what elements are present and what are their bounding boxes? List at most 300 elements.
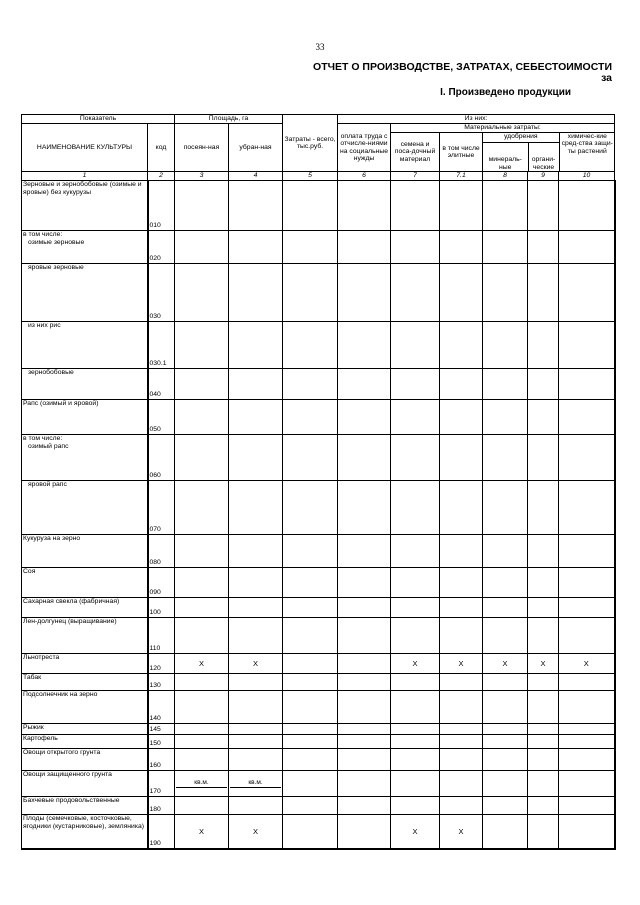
input-cell-seeds[interactable]: [391, 369, 440, 400]
col-number: 4: [229, 172, 283, 181]
table-row: [22, 724, 615, 735]
input-cell-elite[interactable]: [440, 435, 483, 481]
input-cell-sown[interactable]: [175, 400, 229, 435]
not-applicable-mark: X: [198, 659, 204, 668]
header-area: Площадь, га: [175, 115, 283, 124]
row-code: 160: [148, 749, 175, 771]
input-cell-sown[interactable]: [175, 481, 229, 535]
input-cell-organic[interactable]: [528, 535, 559, 568]
input-cell-harvested[interactable]: [229, 724, 283, 735]
header-costs-total: Затраты - всего, тыс.руб.: [283, 115, 338, 172]
input-cell-organic[interactable]: [528, 598, 559, 618]
input-cell-seeds[interactable]: [391, 568, 440, 598]
input-cell-chemicals[interactable]: [559, 568, 615, 598]
input-cell-mineral[interactable]: [483, 674, 528, 691]
input-cell-elite[interactable]: [440, 797, 483, 815]
input-cell-sown[interactable]: [175, 568, 229, 598]
input-cell-harvested[interactable]: [229, 691, 283, 724]
input-cell-seeds[interactable]: [391, 771, 440, 797]
input-cell-elite[interactable]: [440, 735, 483, 749]
input-cell-sown[interactable]: [175, 231, 229, 264]
table-row: [22, 771, 615, 797]
input-cell-sown[interactable]: [175, 181, 229, 231]
input-cell-costs-total[interactable]: [283, 654, 338, 674]
crop-subname: яровые зерновые: [28, 264, 84, 271]
input-cell-chemicals[interactable]: [559, 724, 615, 735]
crop-name-cell: [22, 598, 148, 618]
input-cell-seeds[interactable]: [391, 598, 440, 618]
input-cell-mineral[interactable]: [483, 771, 528, 797]
crop-name-cell: [22, 181, 148, 231]
col-number: 9: [528, 172, 559, 181]
input-cell-costs-total[interactable]: [283, 735, 338, 749]
input-cell-mineral[interactable]: [483, 735, 528, 749]
input-cell-mineral[interactable]: [483, 598, 528, 618]
input-cell-sown[interactable]: [175, 264, 229, 322]
col-number: 7.1: [440, 172, 483, 181]
input-cell-mineral[interactable]: [483, 264, 528, 322]
input-cell-costs-total[interactable]: [283, 369, 338, 400]
header-organic: органи-ческие: [528, 143, 559, 172]
input-cell-harvested[interactable]: [229, 654, 283, 674]
crop-subname: озимый рапс: [28, 443, 69, 451]
input-cell-seeds[interactable]: [391, 674, 440, 691]
input-cell-sown[interactable]: [175, 749, 229, 771]
input-cell-sown[interactable]: [175, 735, 229, 749]
row-code: 050: [148, 400, 175, 435]
input-cell-organic[interactable]: [528, 481, 559, 535]
table-row: [22, 369, 615, 400]
input-cell-seeds[interactable]: [391, 435, 440, 481]
col-number: 10: [559, 172, 615, 181]
input-cell-chemicals[interactable]: [559, 674, 615, 691]
document-title: [313, 62, 612, 84]
production-table: [21, 114, 616, 850]
input-cell-seeds[interactable]: [391, 618, 440, 654]
header-mineral: минераль-ные: [483, 143, 528, 172]
table-row: [22, 598, 615, 618]
row-code: 120: [148, 654, 175, 674]
input-cell-sown[interactable]: [175, 691, 229, 724]
crop-name-cell: [22, 654, 148, 674]
input-cell-sown[interactable]: [175, 369, 229, 400]
input-cell-harvested[interactable]: [229, 735, 283, 749]
row-code: 030: [148, 264, 175, 322]
input-cell-labor-pay[interactable]: [338, 435, 391, 481]
crop-name-cell: [22, 815, 148, 849]
input-cell-costs-total[interactable]: [283, 231, 338, 264]
input-cell-organic[interactable]: [528, 797, 559, 815]
input-cell-mineral[interactable]: [483, 435, 528, 481]
input-cell-organic[interactable]: [528, 654, 559, 674]
input-cell-harvested[interactable]: [229, 264, 283, 322]
input-cell-harvested[interactable]: [229, 181, 283, 231]
input-cell-harvested[interactable]: [229, 797, 283, 815]
input-cell-chemicals[interactable]: [559, 797, 615, 815]
input-cell-harvested[interactable]: [229, 771, 283, 797]
input-cell-costs-total[interactable]: [283, 181, 338, 231]
not-applicable-mark: X: [458, 659, 464, 668]
input-cell-organic[interactable]: [528, 749, 559, 771]
crop-name: в том числе:: [23, 231, 63, 238]
input-cell-costs-total[interactable]: [283, 724, 338, 735]
row-code: 100: [148, 598, 175, 618]
header-material-costs: Материальные затраты:: [391, 124, 615, 133]
input-cell-elite[interactable]: [440, 654, 483, 674]
crop-name-cell: [22, 674, 148, 691]
input-cell-chemicals[interactable]: [559, 181, 615, 231]
input-cell-chemicals[interactable]: [559, 231, 615, 264]
col-number: 7: [391, 172, 440, 181]
crop-name-cell: [22, 400, 148, 435]
input-cell-labor-pay[interactable]: [338, 535, 391, 568]
crop-name: Подсолнечник на зерно: [23, 691, 98, 698]
input-cell-seeds[interactable]: [391, 654, 440, 674]
input-cell-elite[interactable]: [440, 181, 483, 231]
input-cell-mineral[interactable]: [483, 322, 528, 369]
input-cell-elite[interactable]: [440, 400, 483, 435]
input-cell-labor-pay[interactable]: [338, 797, 391, 815]
table-row: [22, 749, 615, 771]
crop-name-cell: [22, 231, 148, 264]
row-code: 130: [148, 674, 175, 691]
input-cell-seeds[interactable]: [391, 400, 440, 435]
crop-name-cell: [22, 771, 148, 797]
input-cell-labor-pay[interactable]: [338, 771, 391, 797]
crop-subname: яровой рапс: [28, 481, 67, 488]
crop-name: Соя: [23, 568, 36, 575]
input-cell-mineral[interactable]: [483, 815, 528, 849]
crop-name-cell: [22, 691, 148, 724]
input-cell-costs-total[interactable]: [283, 598, 338, 618]
input-cell-organic[interactable]: [528, 724, 559, 735]
row-code: 070: [148, 481, 175, 535]
input-cell-harvested[interactable]: [229, 535, 283, 568]
table-row: [22, 735, 615, 749]
input-cell-seeds[interactable]: [391, 691, 440, 724]
input-cell-sown[interactable]: [175, 815, 229, 849]
input-cell-mineral[interactable]: [483, 369, 528, 400]
input-cell-chemicals[interactable]: [559, 435, 615, 481]
input-cell-mineral[interactable]: [483, 231, 528, 264]
input-cell-labor-pay[interactable]: [338, 400, 391, 435]
input-cell-harvested[interactable]: [229, 481, 283, 535]
input-cell-chemicals[interactable]: [559, 691, 615, 724]
table-row: [22, 535, 615, 568]
input-cell-elite[interactable]: [440, 231, 483, 264]
input-cell-harvested[interactable]: [229, 435, 283, 481]
input-cell-elite[interactable]: [440, 264, 483, 322]
input-cell-harvested[interactable]: [229, 322, 283, 369]
input-cell-organic[interactable]: [528, 181, 559, 231]
input-cell-sown[interactable]: [175, 654, 229, 674]
table-row: [22, 568, 615, 598]
input-cell-sown[interactable]: [175, 435, 229, 481]
crop-name: Овощи защищенного грунта: [23, 771, 112, 778]
crop-subname: озимые зерновые: [28, 239, 85, 247]
input-cell-chemicals[interactable]: [559, 400, 615, 435]
input-cell-labor-pay[interactable]: [338, 654, 391, 674]
crop-name-cell: [22, 797, 148, 815]
crop-name-cell: [22, 322, 148, 369]
header-chemicals: химичес-кие сред-ства защи-ты растений: [561, 133, 613, 155]
row-code: 180: [148, 797, 175, 815]
input-cell-organic[interactable]: [528, 435, 559, 481]
crop-name: Рыжик: [23, 724, 44, 731]
crop-name-cell: [22, 618, 148, 654]
input-cell-harvested[interactable]: [229, 231, 283, 264]
input-cell-chemicals[interactable]: [559, 771, 615, 797]
input-cell-elite[interactable]: [440, 749, 483, 771]
input-cell-organic[interactable]: [528, 771, 559, 797]
input-cell-labor-pay[interactable]: [338, 181, 391, 231]
input-cell-elite[interactable]: [440, 481, 483, 535]
input-cell-elite[interactable]: [440, 535, 483, 568]
input-cell-mineral[interactable]: [483, 691, 528, 724]
input-cell-labor-pay[interactable]: [338, 724, 391, 735]
input-cell-labor-pay[interactable]: [338, 815, 391, 849]
row-code: 010: [148, 181, 175, 231]
input-cell-sown[interactable]: [175, 674, 229, 691]
input-cell-labor-pay[interactable]: [338, 618, 391, 654]
input-cell-chemicals[interactable]: [559, 815, 615, 849]
crop-name: Овощи открытого грунта: [23, 749, 101, 756]
input-cell-elite[interactable]: [440, 618, 483, 654]
row-code: 060: [148, 435, 175, 481]
input-cell-costs-total[interactable]: [283, 435, 338, 481]
col-number: 8: [483, 172, 528, 181]
input-cell-costs-total[interactable]: [283, 481, 338, 535]
input-cell-mineral[interactable]: [483, 481, 528, 535]
input-cell-labor-pay[interactable]: [338, 691, 391, 724]
input-cell-costs-total[interactable]: [283, 815, 338, 849]
input-cell-elite[interactable]: [440, 598, 483, 618]
input-cell-sown[interactable]: [175, 771, 229, 797]
input-cell-seeds[interactable]: [391, 322, 440, 369]
not-applicable-mark: X: [502, 659, 508, 668]
input-cell-chemicals[interactable]: [559, 735, 615, 749]
crop-name-cell: [22, 724, 148, 735]
input-cell-costs-total[interactable]: [283, 400, 338, 435]
input-cell-chemicals[interactable]: [559, 749, 615, 771]
input-cell-organic[interactable]: [528, 815, 559, 849]
input-cell-elite[interactable]: [440, 771, 483, 797]
header-harvested: убран-ная: [229, 124, 283, 172]
col-number: 5: [283, 172, 338, 181]
input-cell-mineral[interactable]: [483, 654, 528, 674]
input-cell-costs-total[interactable]: [283, 264, 338, 322]
input-cell-seeds[interactable]: [391, 181, 440, 231]
input-cell-seeds[interactable]: [391, 231, 440, 264]
input-cell-chemicals[interactable]: [559, 618, 615, 654]
not-applicable-mark: X: [412, 826, 418, 836]
input-cell-labor-pay[interactable]: [338, 231, 391, 264]
crop-subname: зернобобовые: [28, 369, 74, 376]
table-body: [22, 181, 615, 849]
table-row: [22, 797, 615, 815]
input-cell-elite[interactable]: [440, 674, 483, 691]
input-cell-labor-pay[interactable]: [338, 598, 391, 618]
input-cell-mineral[interactable]: [483, 797, 528, 815]
row-code: 040: [148, 369, 175, 400]
input-cell-costs-total[interactable]: [283, 535, 338, 568]
input-cell-labor-pay[interactable]: [338, 674, 391, 691]
input-cell-organic[interactable]: [528, 568, 559, 598]
input-cell-sown[interactable]: [175, 598, 229, 618]
input-cell-seeds[interactable]: [391, 481, 440, 535]
input-cell-organic[interactable]: [528, 618, 559, 654]
crop-name: Льнотреста: [23, 654, 60, 661]
input-cell-elite[interactable]: [440, 724, 483, 735]
header-indicator: Показатель: [22, 115, 175, 124]
not-applicable-mark: X: [583, 659, 589, 668]
table-row: [22, 815, 615, 849]
input-cell-chemicals[interactable]: [559, 369, 615, 400]
input-cell-costs-total[interactable]: [283, 674, 338, 691]
input-cell-chemicals[interactable]: [559, 598, 615, 618]
input-cell-elite[interactable]: [440, 815, 483, 849]
input-cell-labor-pay[interactable]: [338, 264, 391, 322]
input-cell-seeds[interactable]: [391, 815, 440, 849]
document-title-line1: ОТЧЕТ О ПРОИЗВОДСТВЕ, ЗАТРАТАХ, СЕБЕСТОИМОСТИ: [313, 61, 612, 73]
input-cell-harvested[interactable]: [229, 618, 283, 654]
input-cell-sown[interactable]: [175, 797, 229, 815]
table-row: [22, 674, 615, 691]
input-cell-seeds[interactable]: [391, 797, 440, 815]
input-cell-organic[interactable]: [528, 674, 559, 691]
input-cell-harvested[interactable]: [229, 749, 283, 771]
crop-subname: из них рис: [28, 322, 61, 329]
input-cell-organic[interactable]: [528, 369, 559, 400]
row-code: 080: [148, 535, 175, 568]
input-cell-seeds[interactable]: [391, 749, 440, 771]
header-labor-pay: оплата труда с отчисле-ниями на социальные нужды: [338, 124, 391, 172]
input-cell-harvested[interactable]: [229, 598, 283, 618]
fertilizers-subtable: [483, 133, 615, 171]
input-cell-harvested[interactable]: [229, 400, 283, 435]
table-row: [22, 435, 615, 481]
input-cell-costs-total[interactable]: [283, 618, 338, 654]
input-cell-seeds[interactable]: [391, 735, 440, 749]
col-number: 3: [175, 172, 229, 181]
input-cell-sown[interactable]: [175, 535, 229, 568]
input-cell-costs-total[interactable]: [283, 691, 338, 724]
input-cell-costs-total[interactable]: [283, 749, 338, 771]
input-cell-costs-total[interactable]: [283, 322, 338, 369]
input-cell-organic[interactable]: [528, 322, 559, 369]
input-cell-labor-pay[interactable]: [338, 322, 391, 369]
input-cell-elite[interactable]: [440, 568, 483, 598]
input-cell-mineral[interactable]: [483, 618, 528, 654]
crop-name: Кукуруза на зерно: [23, 535, 81, 542]
table-row: [22, 654, 615, 674]
input-cell-elite[interactable]: [440, 369, 483, 400]
input-cell-costs-total[interactable]: [283, 771, 338, 797]
not-applicable-mark: X: [412, 659, 418, 668]
col-number: 1: [22, 172, 148, 181]
row-code: 190: [148, 815, 175, 849]
crop-name: в том числе:: [23, 435, 63, 442]
row-code: 090: [148, 568, 175, 598]
header-sown: посеян-ная: [175, 124, 229, 172]
input-cell-harvested[interactable]: [229, 674, 283, 691]
unit-sqm-label: кв.м.: [176, 779, 227, 788]
table-row: [22, 400, 615, 435]
header-crop-name: НАИМЕНОВАНИЕ КУЛЬТУРЫ: [22, 124, 148, 172]
input-cell-mineral[interactable]: [483, 400, 528, 435]
input-cell-seeds[interactable]: [391, 535, 440, 568]
input-cell-chemicals[interactable]: [559, 481, 615, 535]
row-code: 140: [148, 691, 175, 724]
row-code: 030.1: [148, 322, 175, 369]
crop-name: Рапс (озимый и яровой): [23, 400, 99, 407]
input-cell-labor-pay[interactable]: [338, 749, 391, 771]
row-code: 150: [148, 735, 175, 749]
input-cell-organic[interactable]: [528, 400, 559, 435]
crop-name: Табак: [23, 674, 42, 681]
page-number: 33: [315, 42, 325, 52]
input-cell-seeds[interactable]: [391, 264, 440, 322]
header-fertilizers: удобрения: [483, 133, 559, 143]
input-cell-harvested[interactable]: [229, 815, 283, 849]
input-cell-mineral[interactable]: [483, 724, 528, 735]
row-code: 145: [148, 724, 175, 735]
input-cell-organic[interactable]: [528, 735, 559, 749]
input-cell-harvested[interactable]: [229, 369, 283, 400]
input-cell-mineral[interactable]: [483, 749, 528, 771]
crop-name-cell: [22, 264, 148, 322]
input-cell-chemicals[interactable]: [559, 264, 615, 322]
input-cell-organic[interactable]: [528, 264, 559, 322]
section-title: I. Произведено продукции: [440, 87, 571, 98]
input-cell-labor-pay[interactable]: [338, 369, 391, 400]
input-cell-harvested[interactable]: [229, 568, 283, 598]
input-cell-sown[interactable]: [175, 618, 229, 654]
table-row: [22, 322, 615, 369]
input-cell-organic[interactable]: [528, 231, 559, 264]
input-cell-mineral[interactable]: [483, 181, 528, 231]
not-applicable-mark: X: [253, 659, 259, 668]
crop-name: Плоды (семечковые, косточковые, ягодники (кустарниковые), земляника): [23, 815, 144, 831]
input-cell-mineral[interactable]: [483, 535, 528, 568]
input-cell-chemicals[interactable]: [559, 322, 615, 369]
document-title-line2: за: [601, 72, 612, 84]
input-cell-sown[interactable]: [175, 724, 229, 735]
header-of-them: Из них:: [338, 115, 615, 124]
input-cell-chemicals[interactable]: [559, 654, 615, 674]
input-cell-chemicals[interactable]: [559, 535, 615, 568]
not-applicable-mark: X: [198, 826, 204, 836]
table-row: [22, 231, 615, 264]
crop-name-cell: [22, 369, 148, 400]
input-cell-organic[interactable]: [528, 691, 559, 724]
input-cell-sown[interactable]: [175, 322, 229, 369]
table-row: [22, 264, 615, 322]
input-cell-labor-pay[interactable]: [338, 735, 391, 749]
col-number: 6: [338, 172, 391, 181]
input-cell-seeds[interactable]: [391, 724, 440, 735]
crop-name: Бахчевые продовольственные: [23, 797, 120, 804]
input-cell-mineral[interactable]: [483, 568, 528, 598]
table-row: [22, 618, 615, 654]
crop-name-cell: [22, 535, 148, 568]
input-cell-elite[interactable]: [440, 691, 483, 724]
input-cell-costs-total[interactable]: [283, 797, 338, 815]
input-cell-labor-pay[interactable]: [338, 568, 391, 598]
input-cell-labor-pay[interactable]: [338, 481, 391, 535]
input-cell-elite[interactable]: [440, 322, 483, 369]
input-cell-costs-total[interactable]: [283, 568, 338, 598]
